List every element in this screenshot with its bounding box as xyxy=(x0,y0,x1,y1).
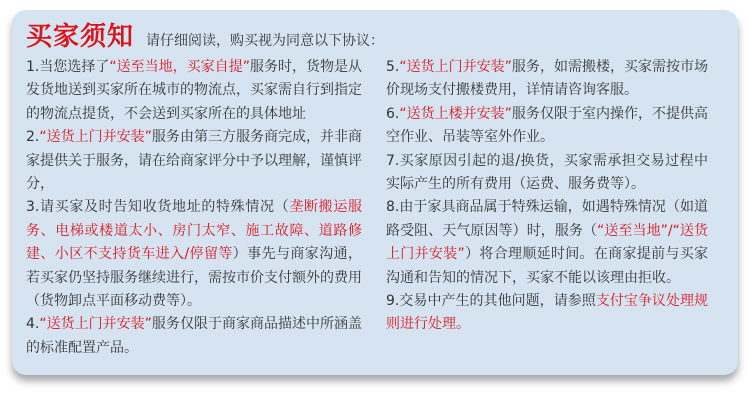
notice-header xyxy=(26,16,384,56)
highlighted-term-text: 垄断搬运服务、电梯或楼道太小、房门太窄、施工故障、道路修建、小区不支持货车进入/停留等 xyxy=(26,199,363,263)
term-text: 服务仅限于室内操作，不提供高空作业、吊装等室外作业。 xyxy=(386,105,709,146)
term-text: 6. xyxy=(386,105,400,122)
term-text: 服务时，货物是从发货地送到买家所在城市的物流点，买家需自行到指定的物流点提货，不会送到买家所在的具体地址 xyxy=(26,59,362,122)
term-item xyxy=(386,56,708,103)
term-item xyxy=(386,196,708,290)
term-text: 9.交易中产生的其他问题，请参照 xyxy=(386,293,596,310)
term-item xyxy=(386,150,708,197)
term-text: 5. xyxy=(386,59,400,75)
term-text: 3.请买家及时告知收货地址的特殊情况（ xyxy=(26,199,290,216)
highlighted-term-text: “送至当地，买家自提” xyxy=(109,59,250,75)
highlighted-term-text: “送货上门并安装” xyxy=(39,316,152,333)
highlighted-term-text: “送货上楼并安装” xyxy=(399,105,512,122)
term-item xyxy=(26,126,362,196)
term-text: 4. xyxy=(26,316,40,333)
term-text: 1.当您选择了 xyxy=(26,59,110,75)
term-text: ）事先与商家沟通，若买家仍坚持服务继续进行，需按市价支付额外的费用（货物卸点平面移动费等）。 xyxy=(26,246,363,310)
notice-subtitle: 请仔细阅读，购买视为同意以下协议： xyxy=(146,33,385,49)
highlighted-term-text: “送货上门并安装” xyxy=(39,129,152,146)
term-text: ）将合理顺延时间。在商家提前与买家沟通和告知的情况下，买家不能以该理由拒收。 xyxy=(386,246,708,286)
left-terms-column xyxy=(26,56,362,360)
term-item xyxy=(386,290,708,337)
term-item xyxy=(26,196,362,313)
highlighted-term-text: “送货上门并安装” xyxy=(399,59,512,75)
term-text: 8.由于家具商品属于特殊运输，如遇特殊情况（如道路受阻、天气原因等）时，服务（ xyxy=(386,199,708,239)
term-text: 2. xyxy=(26,129,40,146)
term-text: 服务，如需搬楼，买家需按市场价现场支付搬楼费用，详情请咨询客服。 xyxy=(386,59,709,99)
right-terms-column xyxy=(386,56,708,337)
term-text: 7.买家原因引起的退/换货，买家需承担交易过程中实际产生的所有费用（运费、服务费等）。 xyxy=(386,152,708,193)
term-item xyxy=(26,56,362,126)
notice-title: 买家须知 xyxy=(26,22,135,52)
highlighted-term-text: 支付宝争议处理规则进行处理。 xyxy=(386,293,709,333)
term-text: 服务仅限于商家商品描述中所涵盖的标准配置产品。 xyxy=(26,316,363,356)
term-item xyxy=(386,103,708,150)
term-item xyxy=(26,313,362,360)
highlighted-term-text: “送至当地”/“送货上门并安装” xyxy=(386,222,709,263)
term-text: 服务由第三方服务商完成，并非商家提供关于服务，请在给商家评分中予以理解，谨慎评分， xyxy=(26,129,363,193)
